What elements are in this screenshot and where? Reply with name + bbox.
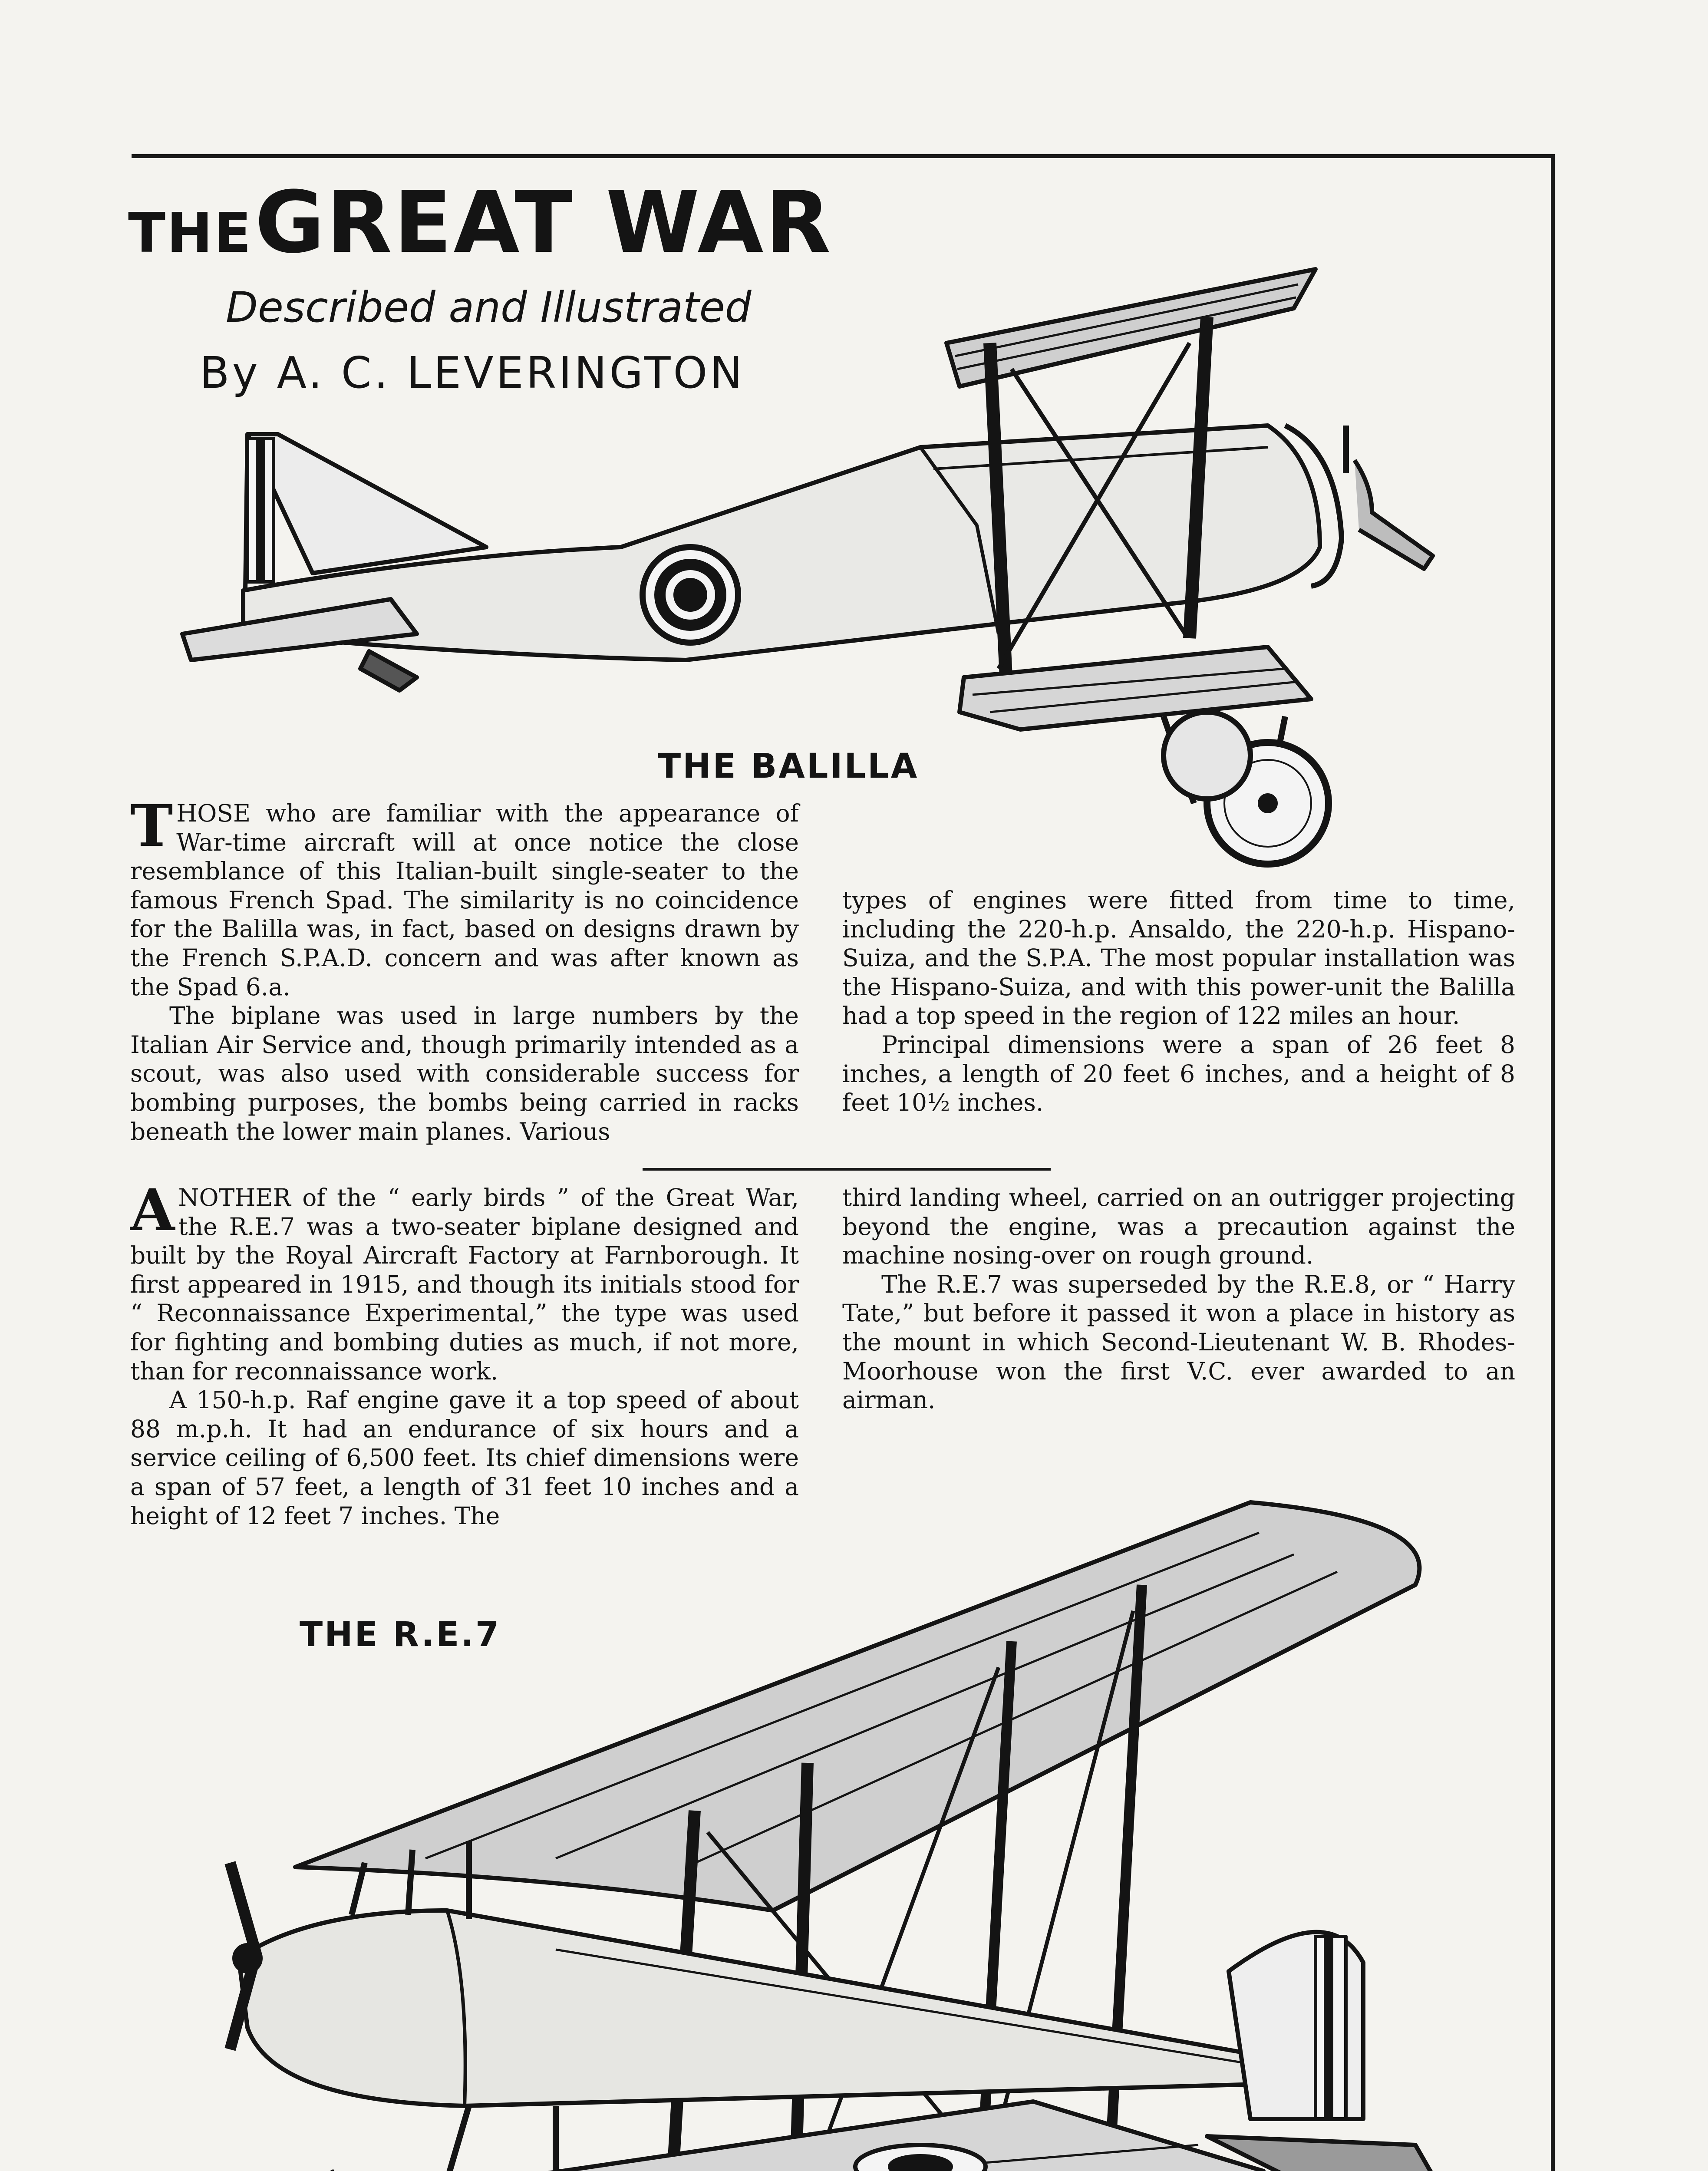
re7-col-2 xyxy=(842,1183,1515,1415)
title-main: GREAT WAR xyxy=(255,173,833,272)
re7-col1-p1: NOTHER of the “ early birds ” of the Great War, the R.E.7 was a two-seater biplane designed and built by the Royal Aircraft Factory at Farnborough. It first appeared in 1915, and though its initials stood for “ Reconnaissance Experimental,” the type was used for fighting and bombing duties as much, if not more, than for reconnaissance work. xyxy=(130,1184,799,1385)
re7-col-1 xyxy=(130,1177,799,1530)
subtitle: Described and Illustrated xyxy=(226,283,752,332)
balilla-col1-p1: HOSE who are familiar with the appearance of War-time aircraft will at once notice the close resemblance of this Italian-built single-seater to the famous French Spad. The similarity is no coincidence for the Balilla was, in fact, based on designs drawn by the French S.P.A.D. concern and was after known as the Spad 6.a. xyxy=(130,799,799,1001)
balilla-col2-p2: Principal dimensions were a span of 26 feet 8 inches, a length of 20 feet 6 inches, and a height of 8 feet 10½ inches. xyxy=(842,1030,1515,1117)
balilla-col-2 xyxy=(842,886,1515,1117)
byline: By A. C. LEVERINGTON xyxy=(200,347,745,398)
section-divider xyxy=(643,1168,1051,1171)
re7-col2-p2: The R.E.7 was superseded by the R.E.8, or “ Harry Tate,” but before it passed it won a place in history as the mount in which Second-Lieutenant W. B. Rhodes-Moorhouse won the first V.C. ever awarded to an airman. xyxy=(842,1270,1515,1414)
balilla-illustration xyxy=(174,243,1476,894)
balilla-dropcap: T xyxy=(130,792,173,860)
re7-dropcap: A xyxy=(130,1177,175,1244)
balilla-col-1 xyxy=(130,792,799,1146)
re7-illustration xyxy=(165,1485,1467,2171)
re7-caption: THE R.E.7 xyxy=(300,1615,501,1654)
re7-col2-p1: third landing wheel, carried on an outrigger projecting beyond the engine, was a precaution against the machine nosing-over on rough ground. xyxy=(842,1184,1515,1270)
balilla-col1-p2: The biplane was used in large numbers by the Italian Air Service and, though primarily intended as a scout, was also used with considerable success for bombing purposes, the bombs being carried in racks beneath the lower main planes. Various xyxy=(130,1002,799,1145)
title-prefix: THE xyxy=(128,201,253,265)
re7-col1-p2: A 150-h.p. Raf engine gave it a top speed of about 88 m.p.h. It had an endurance of six hours and a service ceiling of 6,500 feet. Its chief dimensions were a span of 57 feet, a length of 31 feet 10 inches and a height of 12 feet 7 inches. The xyxy=(130,1386,799,1530)
balilla-caption: THE BALILLA xyxy=(658,747,919,786)
balilla-col2-p1: types of engines were fitted from time to time, including the 220-h.p. Ansaldo, the 220-h.p. Hispano-Suiza, and the S.P.A. The most popular installation was the Hispano-Suiza, and with this power-unit the Balilla had a top speed in the region of 122 miles an hour. xyxy=(842,886,1515,1030)
